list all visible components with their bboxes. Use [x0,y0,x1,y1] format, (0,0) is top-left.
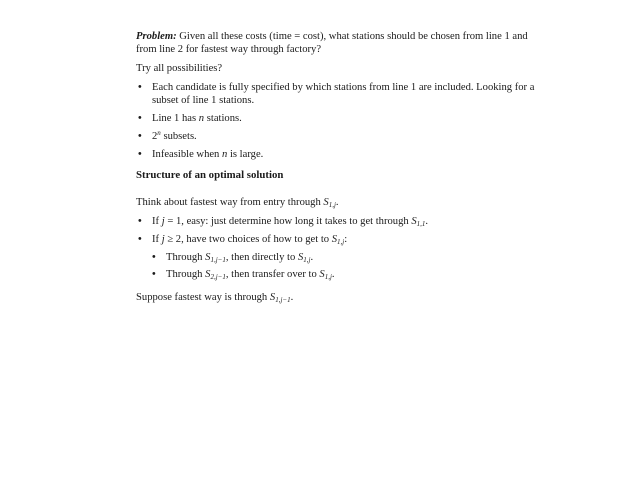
list-item: • Infeasible when n is large. [138,149,264,160]
bullet-icon: • [138,149,142,160]
list-item: • Each candidate is fully specified by which stations from line 1 are included. Looking for a subset of line 1 stations. [138,82,535,106]
suppose-line: Suppose fastest way is through $S_{1,j-1}$. [136,292,294,304]
try-all-line: Try all possibilities? [136,63,223,74]
list-item: • Line 1 has n stations. [138,113,242,124]
slide-content [136,30,536,310]
list-item: • Through $S_{1,j-1}$, then directly to $S_{1,j}$. [152,252,314,264]
bullet-icon: • [138,113,142,124]
list-item: • If j = 1, easy: just determine how long it takes to get through $S_{1,1}$. [138,216,429,228]
think-line: Think about fastest way from entry through $S_{1,j}$. [136,197,339,209]
bullet-icon: • [138,216,142,227]
list-item: • Through $S_{2,j-1}$, then transfer over to $S_{1,j}$. [152,269,335,281]
section-heading: Structure of an optimal solution [136,169,284,181]
bullet-icon: • [138,234,142,245]
case-bullets [136,215,536,246]
bullet-icon: • [152,252,156,263]
list-item: • 2$^n$ subsets. [138,129,197,142]
bullet-icon: • [138,82,142,93]
list-item: • If j ≥ 2, have two choices of how to get to $S_{1,j}$: [138,234,348,246]
problem-statement [136,30,536,56]
choice-sub-bullets [150,251,536,281]
candidate-bullets [136,81,536,161]
problem-lead: Problem: [136,31,177,42]
problem-text: Given all these costs (time = cost), what stations should be chosen from line 1 and from line 2 for fastest way through factory? [136,31,528,55]
bullet-icon: • [152,269,156,280]
bullet-icon: • [138,131,142,142]
